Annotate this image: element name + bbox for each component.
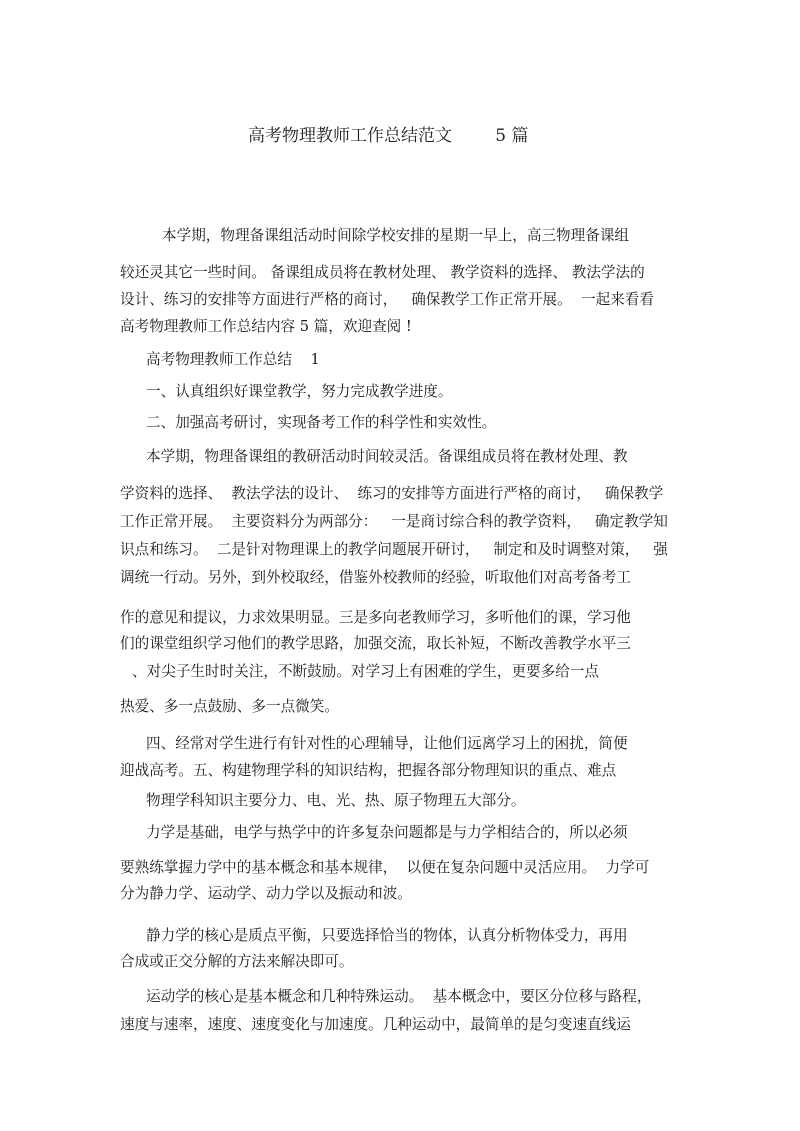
body-line: 四、经常对学生进行有针对性的心理辅导，让他们远离学习上的困扰，简便 [146,735,628,752]
body-line: 速度与速率，速度、速度变化与加速度。几种运动中，最简单的是匀变速直线运 [120,1016,631,1033]
body-line: 合成或正交分解的方法来解决即可。 [120,953,354,970]
body-line: 较还灵其它一些时间。 备课组成员将在教材处理、 教学资料的选择、 教法学法的 [120,264,645,281]
body-line: 作的意见和提议，力求效果明显。三是多向老教师学习，多听他们的课，学习他 [120,609,631,626]
body-line: 一、认真组织好课堂教学，努力完成教学进度。 [146,383,453,400]
document-title: 高考物理教师工作总结范文 5 篇 [248,126,529,146]
body-line: 物理学科知识主要分力、电、光、热、原子物理五大部分。 [146,792,526,809]
body-line: 识点和练习。 二是针对物理课上的教学问题展开研讨， 制定和及时调整对策， 强 [120,541,668,558]
body-line: 热爱、多一点鼓励、多一点微笑。 [120,698,339,715]
body-line: 设计、练习的安排等方面进行严格的商讨， 确保教学工作正常开展。 一起来看看 [120,291,654,308]
body-line: 二、加强高考研讨，实现备考工作的科学性和实效性。 [146,414,497,431]
body-line: 们的课堂组织学习他们的教学思路，加强交流，取长补短，不断改善教学水平三 [120,635,631,652]
body-line: 静力学的核心是质点平衡，只要选择恰当的物体，认真分析物体受力，再用 [146,927,628,944]
body-line: 高考物理教师工作总结内容 5 篇，欢迎查阅 ! [120,318,412,335]
body-line: 分为静力学、运动学、动力学以及振动和波。 [120,885,412,902]
body-line: 、对尖子生时时关注，不断鼓励。对学习上有困难的学生，更要多给一点 [132,663,600,680]
body-line: 学资料的选择、 教法学法的设计、 练习的安排等方面进行严格的商讨， 确保教学 [120,485,664,502]
body-line: 运动学的核心是基本概念和几种特殊运动。 基本概念中，要区分位移与路程， [146,988,652,1005]
body-line: 调统一行动。另外，到外校取经，借鉴外校教师的经验，听取他们对高考备考工 [120,569,631,586]
body-line: 迎战高考。五、构建物理学科的知识结构，把握各部分物理知识的重点、难点 [120,762,617,779]
body-line: 工作正常开展。 主要资料分为两部分： 一是商讨综合科的教学资料， 确定教学知 [120,513,668,530]
body-line: 力学是基础，电学与热学中的许多复杂问题都是与力学相结合的，所以必须 [146,824,628,841]
section-heading: 高考物理教师工作总结 1 [146,351,320,368]
body-line: 本学期，物理备课组的教研活动时间较灵活。备课组成员将在教材处理、教 [146,448,628,465]
body-line: 要熟练掌握力学中的基本概念和基本规律， 以便在复杂问题中灵活应用。 力学可 [120,859,650,876]
body-line: 本学期，物理备课组活动时间除学校安排的星期一早上，高三物理备课组 [162,227,630,244]
